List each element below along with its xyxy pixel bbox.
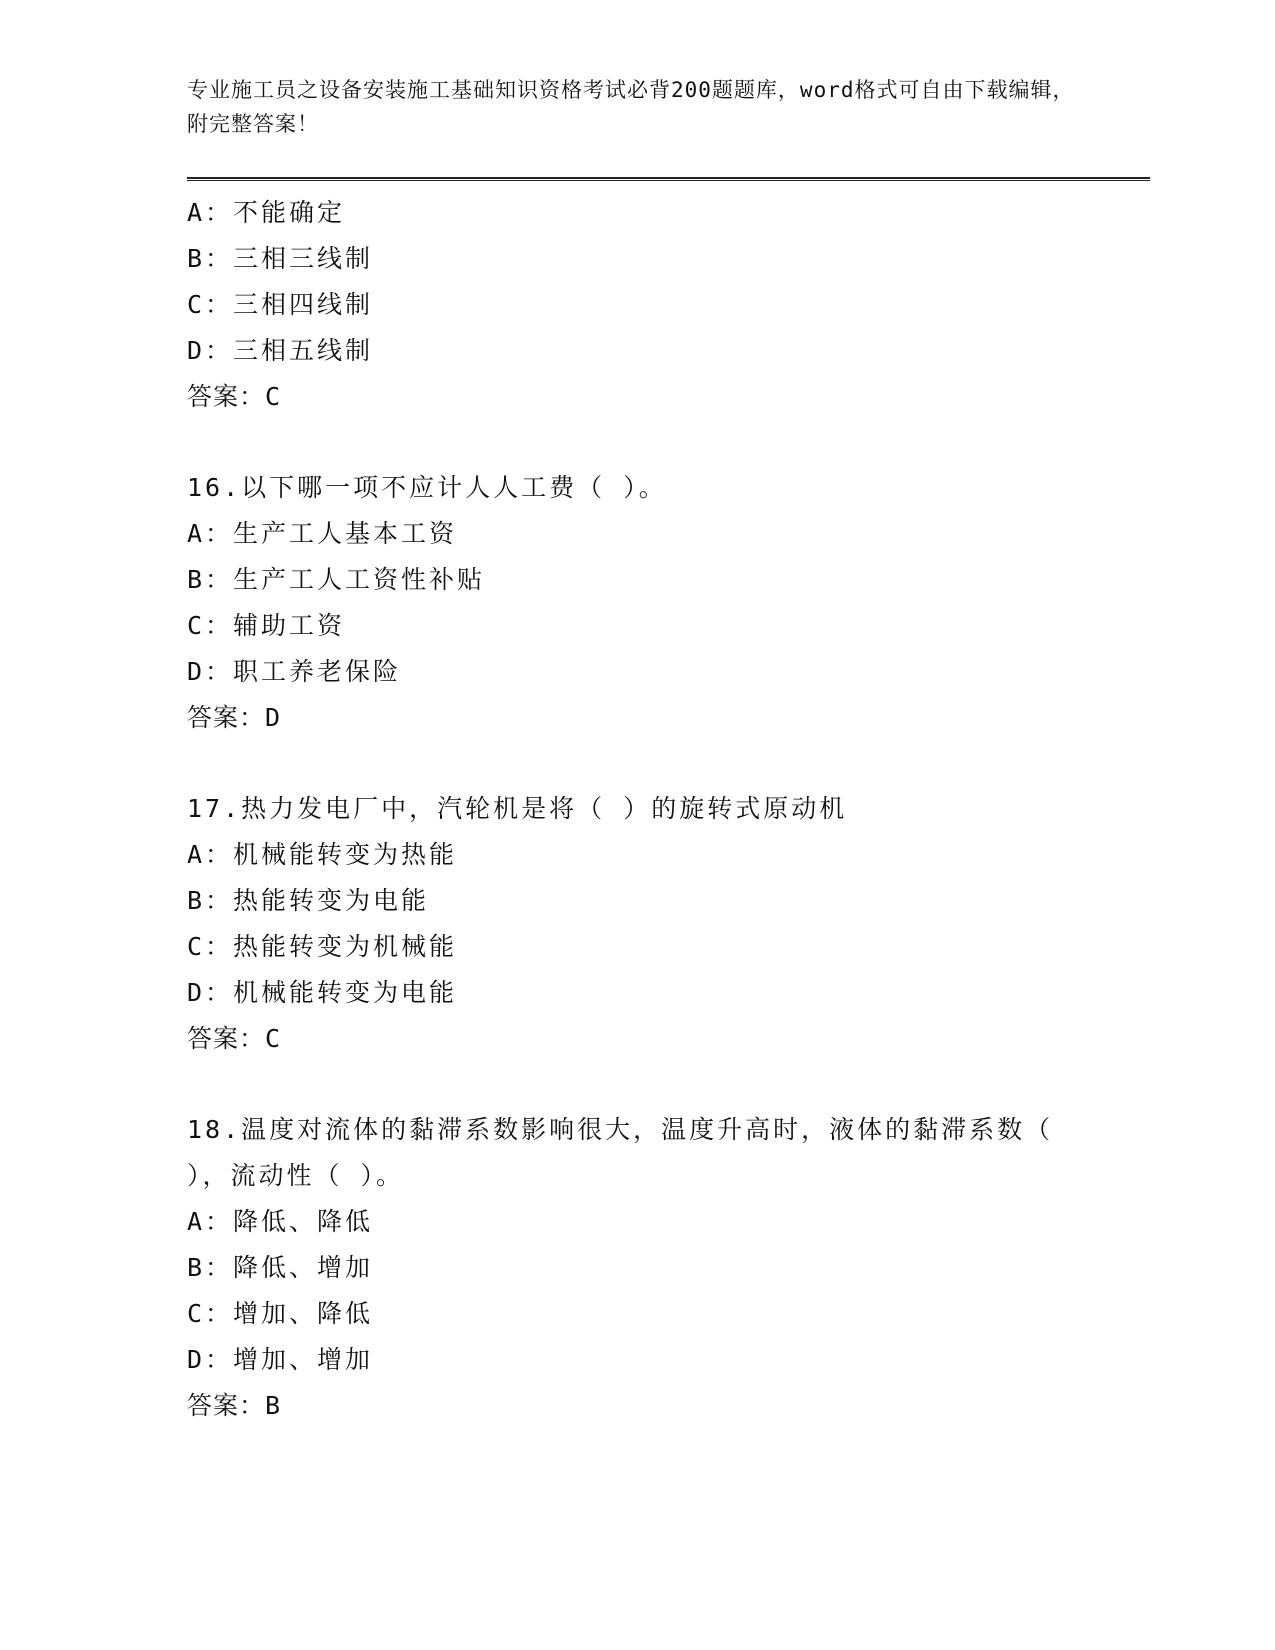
answer-text: 答案：B [187, 1391, 282, 1420]
option-a: A：生产工人基本工资 [187, 519, 458, 548]
document-header: 专业施工员之设备安装施工基础知识资格考试必背200题题库，word格式可自由下载编辑，附完整答案！ [187, 78, 1075, 136]
document-body [187, 190, 1107, 1429]
question-stem: 16.以下哪一项不应计人人工费（ ）。 [187, 473, 667, 502]
option-c: C：辅助工资 [187, 611, 346, 640]
answer-text: 答案：C [187, 382, 282, 411]
question-stem: 17.热力发电厂中，汽轮机是将（ ）的旋转式原动机 [187, 794, 848, 823]
question-15-partial [187, 190, 1107, 420]
option-a: A：降低、降低 [187, 1207, 374, 1236]
option-d: D：机械能转变为电能 [187, 978, 458, 1007]
question-16 [187, 465, 1107, 741]
option-d: D：增加、增加 [187, 1345, 374, 1374]
question-17 [187, 786, 1107, 1062]
option-c: C：三相四线制 [187, 290, 374, 319]
option-c: C：热能转变为机械能 [187, 932, 458, 961]
option-c: C：增加、降低 [187, 1299, 374, 1328]
answer-text: 答案：D [187, 703, 282, 732]
answer-text: 答案：C [187, 1024, 282, 1053]
option-a: A：机械能转变为热能 [187, 840, 458, 869]
option-b: B：热能转变为电能 [187, 886, 430, 915]
question-18 [187, 1107, 1107, 1429]
option-b: B：生产工人工资性补贴 [187, 565, 486, 594]
option-d: D：职工养老保险 [187, 657, 402, 686]
option-b: B：三相三线制 [187, 244, 374, 273]
option-b: B：降低、增加 [187, 1253, 374, 1282]
option-a: A：不能确定 [187, 198, 346, 227]
question-stem-line-1: 18.温度对流体的黏滞系数影响很大，温度升高时，液体的黏滞系数（ [187, 1115, 1054, 1144]
option-d: D：三相五线制 [187, 336, 374, 365]
question-stem-line-2: ），流动性（ ）。 [187, 1161, 405, 1190]
header-divider [187, 177, 1150, 181]
